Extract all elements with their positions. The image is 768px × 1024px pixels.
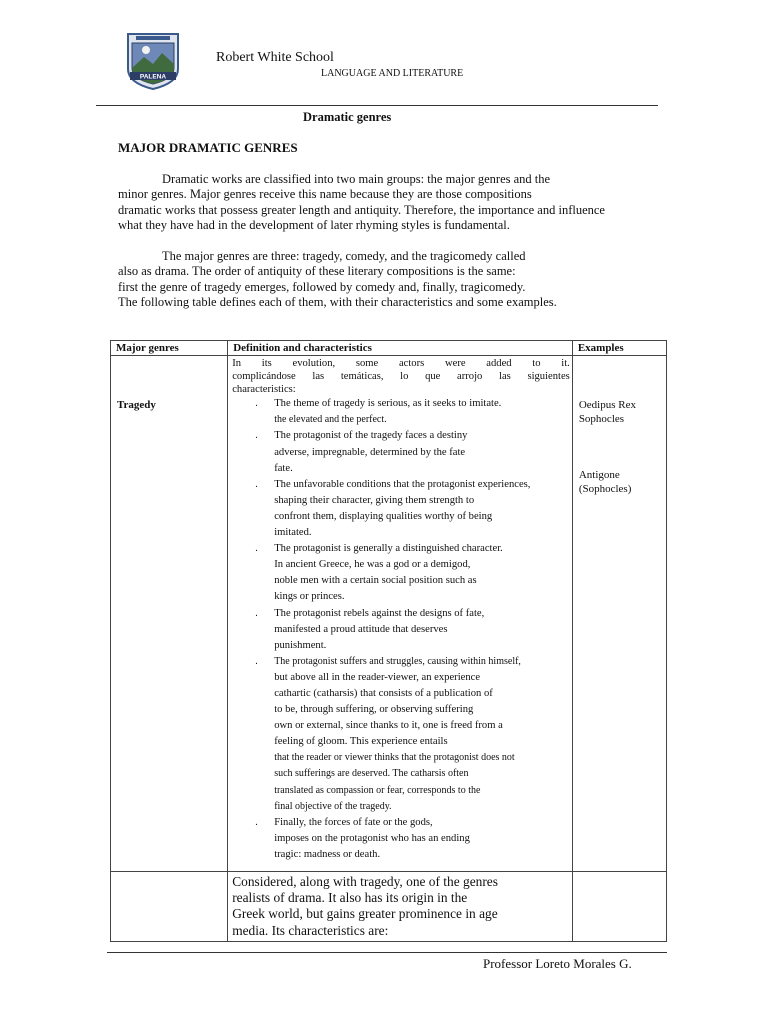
example-title: Antigone bbox=[578, 469, 620, 481]
characteristic-line: feeling of gloom. This experience entails bbox=[274, 736, 448, 748]
table-row-tragedy bbox=[111, 356, 667, 872]
bullet-marker: . bbox=[255, 655, 258, 667]
examples-cell bbox=[572, 356, 666, 872]
table-row-comedy bbox=[111, 872, 667, 942]
header-definition: Definition and characteristics bbox=[228, 341, 573, 356]
characteristic-line: such sufferings are deserved. The catharsis often bbox=[274, 768, 469, 780]
paragraph-line: dramatic works that possess greater length and antiquity. Therefore, the importance and influence bbox=[118, 202, 605, 217]
definition-line: realists of drama. It also has its origin in the bbox=[232, 890, 468, 906]
bullet-marker: . bbox=[255, 430, 258, 442]
characteristic-line: The protagonist suffers and struggles, causing within himself, bbox=[274, 655, 521, 667]
table-header-row bbox=[111, 341, 667, 356]
bullet-marker: . bbox=[255, 607, 258, 619]
header-divider bbox=[96, 105, 658, 106]
header-major-genres: Major genres bbox=[111, 341, 228, 356]
characteristic-line: The protagonist rebels against the designs of fate, bbox=[274, 607, 485, 619]
paragraph-line: The major genres are three: tragedy, comedy, and the tragicomedy called bbox=[162, 249, 526, 263]
definition-intro bbox=[232, 357, 570, 396]
bullet-marker: . bbox=[255, 816, 258, 828]
characteristic-item bbox=[232, 815, 570, 863]
school-shield-icon bbox=[124, 31, 182, 91]
genre-cell bbox=[111, 872, 228, 942]
characteristic-line: The protagonist of the tragedy faces a destiny bbox=[274, 430, 468, 442]
paragraph-line: what they have had in the development of later rhyming styles is fundamental. bbox=[118, 217, 510, 232]
example-title: Oedipus Rex bbox=[578, 399, 636, 411]
intro-line: characteristics: bbox=[232, 384, 296, 396]
example-author: (Sophocles) bbox=[578, 483, 632, 495]
characteristic-item bbox=[232, 606, 570, 654]
bullet-marker: . bbox=[255, 543, 258, 555]
footer-divider bbox=[107, 952, 667, 953]
characteristic-line: that the reader or viewer thinks that the protagonist does not bbox=[274, 752, 515, 764]
section-heading: MAJOR DRAMATIC GENRES bbox=[118, 140, 298, 155]
characteristic-line: tragic: madness or death. bbox=[274, 848, 381, 860]
paragraph-line: also as drama. The order of antiquity of these literary compositions is the same: bbox=[118, 264, 516, 279]
characteristic-line: In ancient Greece, he was a god or a demigod, bbox=[274, 559, 471, 571]
characteristic-line: kings or princes. bbox=[274, 591, 345, 603]
example-author: Sophocles bbox=[578, 413, 625, 425]
characteristic-line: own or external, since thanks to it, one is freed from a bbox=[274, 720, 503, 732]
characteristic-line: to be, through suffering, or observing suffering bbox=[274, 704, 474, 716]
genre-label-tragedy: Tragedy bbox=[117, 399, 156, 411]
characteristic-line: manifested a proud attitude that deserves bbox=[274, 623, 448, 635]
footer-author: Professor Loreto Morales G. bbox=[483, 956, 632, 971]
intro-paragraph-1 bbox=[118, 172, 663, 233]
header-examples: Examples bbox=[572, 341, 666, 356]
characteristic-line: but above all in the reader-viewer, an experience bbox=[274, 671, 481, 683]
characteristic-line: The protagonist is generally a distinguished character. bbox=[274, 543, 503, 555]
characteristic-line: fate. bbox=[274, 462, 293, 474]
characteristic-line: final objective of the tragedy. bbox=[274, 800, 392, 812]
characteristic-line: The unfavorable conditions that the protagonist experiences, bbox=[274, 478, 531, 490]
characteristic-line: the elevated and the perfect. bbox=[274, 414, 387, 426]
characteristic-line: Finally, the forces of fate or the gods, bbox=[274, 816, 433, 828]
paragraph-line: first the genre of tragedy emerges, followed by comedy and, finally, tragicomedy. bbox=[118, 279, 526, 294]
genre-cell bbox=[111, 356, 228, 872]
characteristics-list bbox=[232, 396, 570, 863]
characteristic-item bbox=[232, 428, 570, 476]
definition-line: Considered, along with tragedy, one of the genres bbox=[232, 874, 498, 889]
characteristic-line: noble men with a certain social position such as bbox=[274, 575, 477, 587]
characteristic-line: shaping their character, giving them strength to bbox=[274, 494, 475, 506]
school-name: Robert White School bbox=[216, 50, 334, 65]
department-label: LANGUAGE AND LITERATURE bbox=[321, 68, 464, 79]
bullet-marker: . bbox=[255, 478, 258, 490]
characteristic-item bbox=[232, 541, 570, 605]
definition-line: Greek world, but gains greater prominence in age bbox=[232, 906, 498, 922]
definition-line: media. Its characteristics are: bbox=[232, 922, 389, 938]
characteristic-line: adverse, impregnable, determined by the fate bbox=[274, 446, 466, 458]
characteristic-item bbox=[232, 477, 570, 541]
examples-cell bbox=[572, 872, 666, 942]
document-title: Dramatic genres bbox=[303, 110, 392, 124]
characteristic-line: punishment. bbox=[274, 639, 327, 651]
paragraph-line: The following table defines each of them, with their characteristics and some examples. bbox=[118, 294, 557, 309]
genres-table bbox=[110, 340, 667, 942]
characteristic-item bbox=[232, 654, 570, 815]
characteristic-line: cathartic (catharsis) that consists of a publication of bbox=[274, 687, 493, 699]
bullet-marker: . bbox=[255, 398, 258, 410]
definition-cell bbox=[228, 872, 573, 942]
characteristic-line: confront them, displaying qualities worthy of being bbox=[274, 510, 493, 522]
characteristic-line: The theme of tragedy is serious, as it seeks to imitate. bbox=[274, 398, 502, 410]
characteristic-line: translated as compassion or fear, corresponds to the bbox=[274, 784, 481, 796]
paragraph-line: Dramatic works are classified into two main groups: the major genres and the bbox=[162, 172, 551, 186]
svg-text:PALENA: PALENA bbox=[139, 73, 167, 81]
school-logo bbox=[124, 31, 182, 91]
definition-cell bbox=[228, 356, 573, 872]
characteristic-item bbox=[232, 396, 570, 428]
paragraph-line: minor genres. Major genres receive this name because they are those compositions bbox=[118, 187, 532, 202]
intro-line: complicándose las temáticas, lo que arrojo las siguientes bbox=[232, 371, 570, 383]
intro-line: In its evolution, some actors were added to it. bbox=[232, 358, 570, 369]
intro-paragraph-2 bbox=[118, 249, 663, 310]
characteristic-line: imposes on the protagonist who has an ending bbox=[274, 832, 470, 844]
characteristic-line: imitated. bbox=[274, 527, 312, 539]
